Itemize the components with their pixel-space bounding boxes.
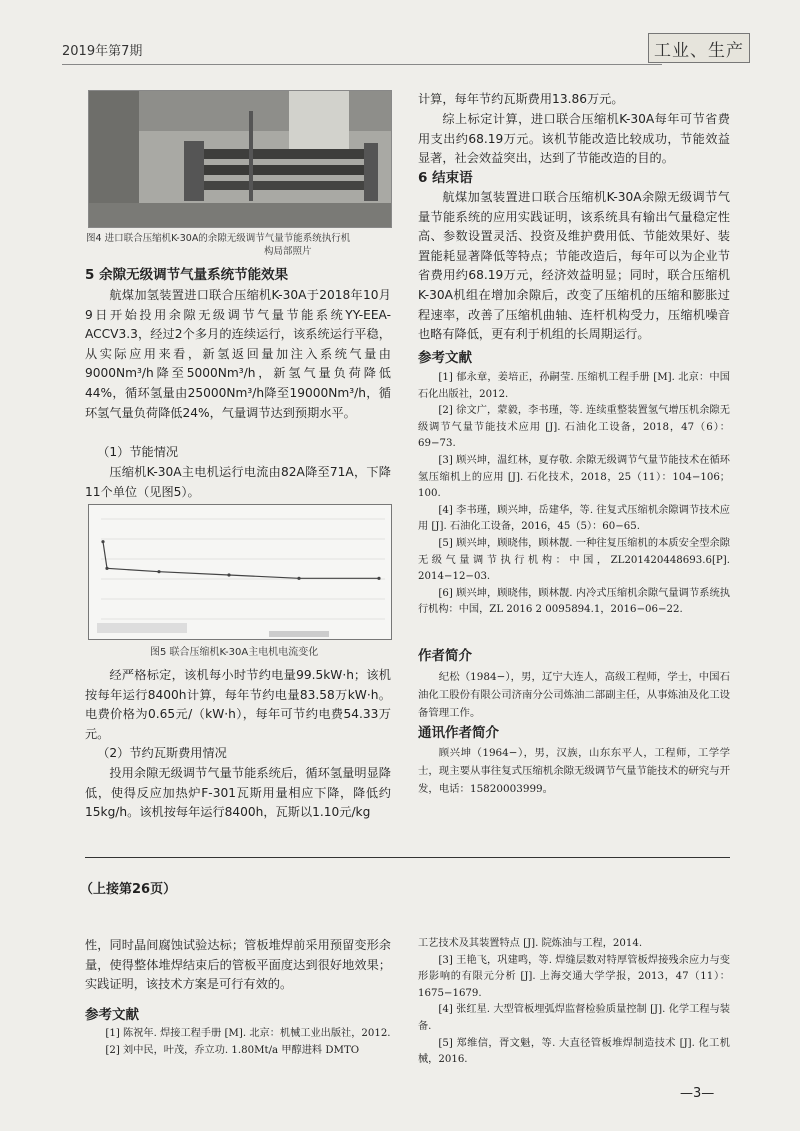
corresponding-author-heading: 通讯作者简介 [418, 725, 499, 741]
data-point [377, 577, 380, 580]
reference-item: [1] 陈祝年. 焊接工程手册 [M]. 北京：机械工业出版社，2012. [105, 1028, 391, 1039]
issue-label: 2019年第7期 [62, 44, 143, 59]
figure-4-photo [88, 90, 392, 228]
figure-4-caption [86, 232, 392, 258]
continued-references-left [85, 1026, 391, 1059]
section-5-heading: 5 余隙无级调节气量系统节能效果 [85, 267, 289, 283]
subsection-2-heading: （2）节约瓦斯费用情况 [97, 746, 227, 760]
electricity-savings-paragraph: 经严格标定，该机每小时节约电量99.5kW·h；该机按每年运行8400h计算，每年节约电量83.58万kW·h。电费价格为0.65元/（kW·h），每年可节约电费54.33万元。 [85, 668, 391, 741]
continued-article-paragraph: 性，同时晶间腐蚀试验达标；管板堆焊前采用预留变形余量，使得整体堆焊结束后的管板平面度达到很好地效果；实践证明，该技术方案是可行有效的。 [85, 938, 391, 992]
reference-item: [2] 刘中民，叶茂，乔立功. 1.80Mt/a 甲醇进料 DMTO [105, 1044, 360, 1056]
section-badge: 工业、生产 [648, 33, 750, 63]
author-bio-text: 纪松（1984−），男，辽宁大连人，高级工程师，学士，中国石油化工股份有限公司济南分公司炼油二部副主任，从事炼油及化工设备管理工作。 [418, 671, 730, 719]
data-point [101, 540, 104, 543]
reference-item: [6] 顾兴坤，顾晓伟，顾林靓. 内冷式压缩机余隙气量调节系统执行机构：中国，ZL 2016 2 0095894.1，2016−06−22. [418, 587, 730, 616]
data-point [157, 570, 160, 573]
reference-item: [4] 张红星. 大型管板埋弧焊监督检验质量控制 [J]. 化学工程与装备. [418, 1004, 730, 1032]
continued-from-label: （上接第26页） [80, 882, 177, 897]
figure-4-caption-line2: 构局部照片 [264, 246, 312, 257]
continued-text: 计算，每年节约瓦斯费用13.86万元。 [418, 92, 624, 106]
chart-time-axis [269, 631, 329, 637]
references-heading: 参考文献 [418, 350, 472, 366]
author-bio-heading: 作者简介 [418, 648, 472, 664]
reference-item: 工艺技术及其装置特点 [J]. 院炼油与工程，2014. [418, 938, 643, 949]
data-point [227, 573, 230, 576]
continued-references-heading: 参考文献 [85, 1007, 139, 1023]
references-list [418, 370, 730, 619]
current-paragraph: 压缩机K-30A主电机运行电流由82A降至71A，下降11个单位（见图5）。 [85, 465, 391, 499]
section-divider [85, 857, 730, 858]
figure-5-chart [88, 504, 392, 640]
reference-item: [4] 李书瑾，顾兴坤，岳建华，等. 往复式压缩机余隙调节技术应用 [J]. 石油化工设备，2016，45（5）：60−65. [418, 504, 730, 533]
reference-item: [3] 王艳飞，巩建鸣，等. 焊缝层数对特厚管板焊接残余应力与变形影响的有限元分析 [J]. 上海交通大学学报，2013，47（11）：1675−1679. [418, 954, 730, 999]
section-6-heading: 6 结束语 [418, 170, 473, 186]
data-point [105, 567, 108, 570]
continued-references-right [418, 936, 730, 1069]
conclusion-paragraph: 航煤加氢装置进口联合压缩机K-30A余隙无级调节气量节能系统的应用实践证明，该系统具有输出气量稳定性高、参数设置灵活、投资及维护费用低、节能效果好、装置能耗显著降低等特点；节能改造后，每年可以为企业节省费用约68.19万元，经济效益明显；同时，联合压缩机K-30A机组在增加余隙后，改变了压缩机的压缩和膨胀过程速率，改善了压缩机曲轴、连杆机构受力，压缩机噪音也略有降低，更有利于机组的长周期运行。 [418, 190, 730, 342]
chart-legend [97, 623, 187, 633]
page-number: —3— [680, 1086, 715, 1101]
data-point [297, 577, 300, 580]
figure-4-caption-line1: 图4 进口联合压缩机K-30A的余隙无级调节气量节能系统执行机 [86, 233, 351, 244]
section-5-paragraph: 航煤加氢装置进口联合压缩机K-30A于2018年10月9日开始投用余隙无级调节气量节能系统YY-EEA-ACCV3.3，经过2个多月的连续运行，该系统运行平稳，从实际应用来看，新氢返回量加注入系统气量由9000Nm³/h降至5000Nm³/h，新氢气量负荷降低44%，循环氢量由25000Nm³/h降至19000Nm³/h，循环氢气量负荷降低24%，气量调节达到预期水平。 [85, 288, 391, 420]
reference-item: [5] 顾兴坤，顾晓伟，顾林靓. 一种往复压缩机的本质安全型余隙无级气量调节执行机构：中国，ZL201420448693.6[P]. 2014−12−03. [418, 537, 730, 583]
summary-paragraph: 综上标定计算，进口联合压缩机K-30A每年可节省费用支出约68.19万元。该机节能改造比较成功，节能效益显著，社会效益突出，达到了节能改造的目的。 [418, 112, 730, 166]
subsection-1-heading: （1）节能情况 [97, 445, 179, 459]
reference-item: [1] 郁永章，姜培正，孙嗣莹. 压缩机工程手册 [M]. 北京：中国石化出版社，2012. [418, 372, 730, 400]
header-rule [62, 64, 662, 65]
corresponding-author-text: 顾兴坤（1964−），男，汉族，山东东平人，工程师，工学学士，现主要从事往复式压缩机余隙无级调节气量节能技术的研究与开发，电话：15820003999。 [418, 747, 730, 795]
gas-savings-paragraph: 投用余隙无级调节气量节能系统后，循环氢量明显降低，使得反应加热炉F-301瓦斯用量相应下降，降低约15kg/h。该机按每年运行8400h，瓦斯以1.10元/kg [85, 766, 391, 820]
figure-5-caption: 图5 联合压缩机K-30A主电机电流变化 [150, 647, 319, 658]
reference-item: [3] 顾兴坤，温红林，夏存敬. 余隙无级调节气量节能技术在循环氢压缩机上的应用 [J]. 石化技术，2018，25（11）：104−106；100. [418, 454, 730, 500]
reference-item: [2] 徐文广，蒙毅，李书瑾，等. 连续重整装置氢气增压机余隙无级调节气量节能技术应用 [J]. 石油化工设备，2018，47（6）：69−73. [418, 405, 730, 450]
current-chart-svg [89, 505, 391, 639]
reference-item: [5] 郑维信，胥文魁，等. 大直径管板堆焊制造技术 [J]. 化工机械，2016. [418, 1037, 730, 1066]
